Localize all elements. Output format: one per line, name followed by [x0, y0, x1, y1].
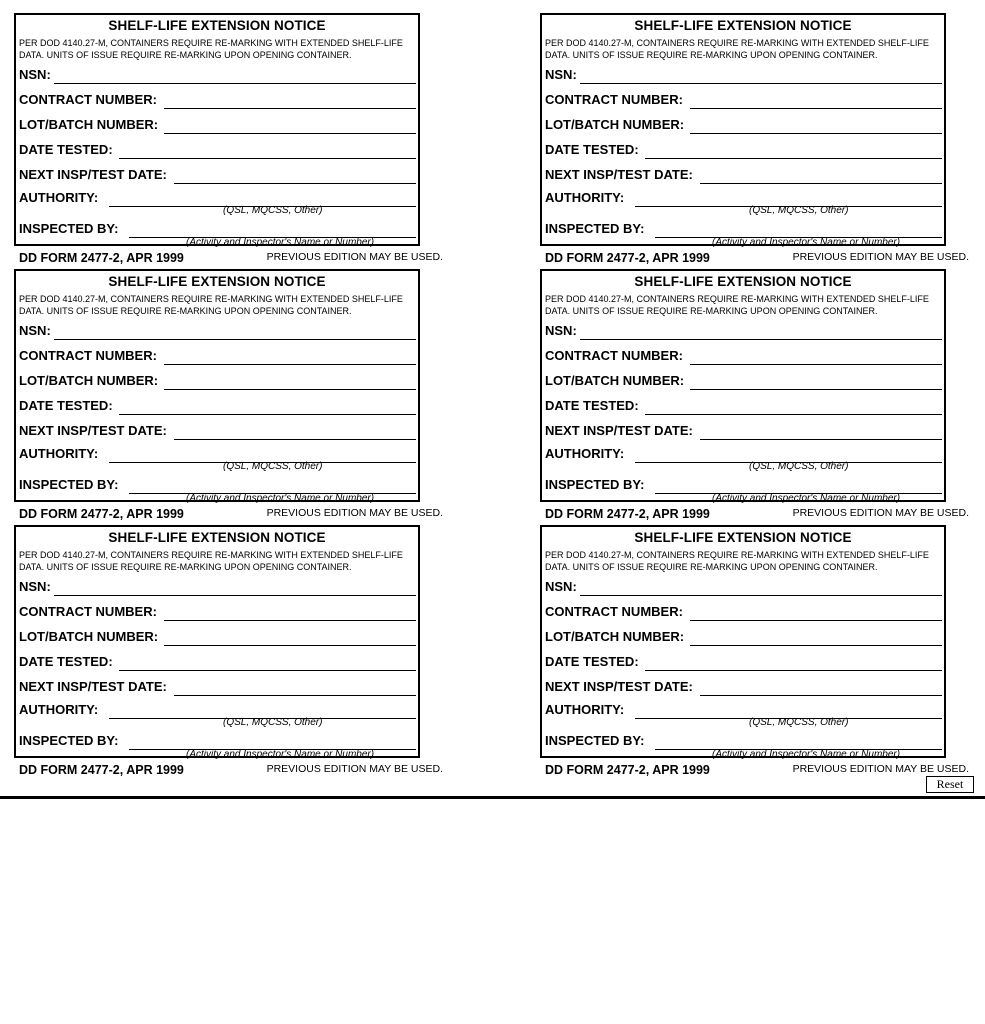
notice-instructions	[19, 550, 414, 573]
next-insp-field[interactable]	[700, 424, 942, 440]
nsn-row	[19, 322, 416, 340]
contract-row	[19, 603, 416, 621]
instruction-line-1: PER DOD 4140.27-M, CONTAINERS REQUIRE RE-MARKING WITH EXTENDED SHELF-LIFE	[19, 294, 403, 304]
contract-label: CONTRACT NUMBER:	[19, 348, 157, 363]
form-footer	[19, 763, 445, 777]
shelf-life-notice-card	[540, 269, 946, 502]
instruction-line-2: DATA. UNITS OF ISSUE REQUIRE RE-MARKING UPON OPENING CONTAINER.	[19, 49, 352, 60]
contract-row	[19, 91, 416, 109]
contract-row	[19, 347, 416, 365]
date-tested-label: DATE TESTED:	[545, 654, 639, 669]
authority-label: AUTHORITY:	[19, 446, 99, 461]
inspected-by-label: INSPECTED BY:	[545, 477, 645, 492]
nsn-row	[545, 578, 942, 596]
nsn-label: NSN:	[19, 67, 51, 82]
nsn-field[interactable]	[54, 324, 416, 340]
nsn-row	[19, 66, 416, 84]
lot-label: LOT/BATCH NUMBER:	[19, 373, 159, 388]
inspected-by-field[interactable]	[129, 478, 416, 494]
inspected-by-label: INSPECTED BY:	[545, 221, 645, 236]
authority-label: AUTHORITY:	[19, 702, 99, 717]
nsn-label: NSN:	[545, 323, 577, 338]
form-id: DD FORM 2477-2, APR 1999	[19, 507, 184, 521]
next-insp-label: NEXT INSP/TEST DATE:	[545, 423, 693, 438]
authority-row	[545, 189, 942, 207]
contract-field[interactable]	[164, 93, 416, 109]
authority-hint: (QSL, MQCSS, Other)	[749, 205, 849, 216]
inspected-by-hint: (Activity and Inspector's Name or Number)	[186, 237, 375, 248]
inspected-by-row	[19, 220, 416, 238]
nsn-label: NSN:	[545, 67, 577, 82]
next-insp-row	[545, 422, 942, 440]
form-id: DD FORM 2477-2, APR 1999	[545, 251, 710, 265]
bottom-rule	[0, 796, 985, 799]
authority-hint: (QSL, MQCSS, Other)	[223, 205, 323, 216]
contract-row	[545, 347, 942, 365]
inspected-by-hint: (Activity and Inspector's Name or Number)	[712, 749, 901, 760]
reset-button[interactable]: Reset	[926, 776, 974, 793]
lot-field[interactable]	[164, 118, 416, 134]
inspected-by-label: INSPECTED BY:	[545, 733, 645, 748]
lot-field[interactable]	[164, 374, 416, 390]
form-footer	[19, 251, 445, 265]
notice-instructions	[545, 550, 940, 573]
next-insp-label: NEXT INSP/TEST DATE:	[19, 167, 167, 182]
next-insp-row	[19, 678, 416, 696]
date-tested-label: DATE TESTED:	[19, 142, 113, 157]
next-insp-row	[545, 678, 942, 696]
nsn-field[interactable]	[54, 68, 416, 84]
authority-hint: (QSL, MQCSS, Other)	[749, 461, 849, 472]
inspected-by-row	[545, 476, 942, 494]
authority-hint: (QSL, MQCSS, Other)	[223, 461, 323, 472]
notice-title: SHELF-LIFE EXTENSION NOTICE	[634, 274, 852, 289]
inspected-by-label: INSPECTED BY:	[19, 221, 119, 236]
contract-row	[545, 603, 942, 621]
date-tested-field[interactable]	[645, 143, 942, 159]
lot-row	[19, 628, 416, 646]
instruction-line-1: PER DOD 4140.27-M, CONTAINERS REQUIRE RE-MARKING WITH EXTENDED SHELF-LIFE	[545, 294, 929, 304]
inspected-by-field[interactable]	[655, 734, 942, 750]
form-footer	[545, 251, 971, 265]
notice-instructions	[19, 294, 414, 317]
nsn-label: NSN:	[19, 323, 51, 338]
inspected-by-label: INSPECTED BY:	[19, 733, 119, 748]
nsn-field[interactable]	[580, 324, 942, 340]
next-insp-field[interactable]	[700, 680, 942, 696]
inspected-by-field[interactable]	[129, 222, 416, 238]
notice-instructions	[545, 294, 940, 317]
inspected-by-field[interactable]	[655, 222, 942, 238]
date-tested-row	[545, 653, 942, 671]
edition-note: PREVIOUS EDITION MAY BE USED.	[266, 507, 443, 519]
lot-label: LOT/BATCH NUMBER:	[545, 629, 685, 644]
date-tested-field[interactable]	[119, 399, 416, 415]
notice-title: SHELF-LIFE EXTENSION NOTICE	[634, 530, 852, 545]
shelf-life-notice-card	[540, 13, 946, 246]
contract-field[interactable]	[690, 605, 942, 621]
instruction-line-1: PER DOD 4140.27-M, CONTAINERS REQUIRE RE-MARKING WITH EXTENDED SHELF-LIFE	[19, 550, 403, 560]
date-tested-row	[19, 397, 416, 415]
lot-row	[19, 372, 416, 390]
authority-row	[545, 445, 942, 463]
form-id: DD FORM 2477-2, APR 1999	[19, 763, 184, 777]
date-tested-label: DATE TESTED:	[19, 398, 113, 413]
date-tested-field[interactable]	[119, 655, 416, 671]
lot-field[interactable]	[690, 374, 942, 390]
inspected-by-row	[545, 732, 942, 750]
lot-row	[19, 116, 416, 134]
inspected-by-field[interactable]	[129, 734, 416, 750]
instruction-line-2: DATA. UNITS OF ISSUE REQUIRE RE-MARKING UPON OPENING CONTAINER.	[545, 49, 878, 60]
contract-label: CONTRACT NUMBER:	[545, 348, 683, 363]
authority-label: AUTHORITY:	[545, 446, 625, 461]
next-insp-row	[545, 166, 942, 184]
notice-title: SHELF-LIFE EXTENSION NOTICE	[634, 18, 852, 33]
inspected-by-hint: (Activity and Inspector's Name or Number)	[186, 493, 375, 504]
next-insp-label: NEXT INSP/TEST DATE:	[545, 167, 693, 182]
next-insp-label: NEXT INSP/TEST DATE:	[19, 423, 167, 438]
nsn-row	[545, 322, 942, 340]
date-tested-field[interactable]	[645, 655, 942, 671]
instruction-line-1: PER DOD 4140.27-M, CONTAINERS REQUIRE RE-MARKING WITH EXTENDED SHELF-LIFE	[545, 38, 929, 48]
date-tested-field[interactable]	[119, 143, 416, 159]
lot-label: LOT/BATCH NUMBER:	[19, 629, 159, 644]
instruction-line-2: DATA. UNITS OF ISSUE REQUIRE RE-MARKING UPON OPENING CONTAINER.	[19, 305, 352, 316]
inspected-by-row	[19, 732, 416, 750]
instruction-line-2: DATA. UNITS OF ISSUE REQUIRE RE-MARKING UPON OPENING CONTAINER.	[545, 561, 878, 572]
nsn-row	[545, 66, 942, 84]
form-id: DD FORM 2477-2, APR 1999	[545, 507, 710, 521]
authority-row	[545, 701, 942, 719]
inspected-by-row	[19, 476, 416, 494]
next-insp-field[interactable]	[700, 168, 942, 184]
edition-note: PREVIOUS EDITION MAY BE USED.	[792, 763, 969, 775]
lot-row	[545, 372, 942, 390]
authority-row	[19, 701, 416, 719]
edition-note: PREVIOUS EDITION MAY BE USED.	[266, 763, 443, 775]
inspected-by-label: INSPECTED BY:	[19, 477, 119, 492]
next-insp-field[interactable]	[174, 168, 416, 184]
date-tested-row	[545, 141, 942, 159]
notice-title: SHELF-LIFE EXTENSION NOTICE	[108, 18, 326, 33]
shelf-life-notice-card	[540, 525, 946, 758]
contract-label: CONTRACT NUMBER:	[19, 92, 157, 107]
lot-label: LOT/BATCH NUMBER:	[545, 117, 685, 132]
instruction-line-2: DATA. UNITS OF ISSUE REQUIRE RE-MARKING UPON OPENING CONTAINER.	[545, 305, 878, 316]
next-insp-field[interactable]	[174, 424, 416, 440]
inspected-by-hint: (Activity and Inspector's Name or Number)	[712, 237, 901, 248]
next-insp-row	[19, 166, 416, 184]
date-tested-field[interactable]	[645, 399, 942, 415]
notice-title: SHELF-LIFE EXTENSION NOTICE	[108, 530, 326, 545]
date-tested-row	[19, 653, 416, 671]
lot-field[interactable]	[164, 630, 416, 646]
next-insp-label: NEXT INSP/TEST DATE:	[545, 679, 693, 694]
shelf-life-notice-card	[14, 525, 420, 758]
inspected-by-hint: (Activity and Inspector's Name or Number)	[712, 493, 901, 504]
date-tested-label: DATE TESTED:	[545, 142, 639, 157]
date-tested-row	[545, 397, 942, 415]
shelf-life-notice-card	[14, 269, 420, 502]
next-insp-label: NEXT INSP/TEST DATE:	[19, 679, 167, 694]
contract-field[interactable]	[690, 93, 942, 109]
authority-label: AUTHORITY:	[545, 190, 625, 205]
contract-field[interactable]	[164, 605, 416, 621]
nsn-field[interactable]	[580, 68, 942, 84]
instruction-line-2: DATA. UNITS OF ISSUE REQUIRE RE-MARKING UPON OPENING CONTAINER.	[19, 561, 352, 572]
form-footer	[545, 507, 971, 521]
edition-note: PREVIOUS EDITION MAY BE USED.	[792, 507, 969, 519]
inspected-by-field[interactable]	[655, 478, 942, 494]
date-tested-label: DATE TESTED:	[545, 398, 639, 413]
contract-row	[545, 91, 942, 109]
form-id: DD FORM 2477-2, APR 1999	[19, 251, 184, 265]
form-footer	[545, 763, 971, 777]
form-footer	[19, 507, 445, 521]
next-insp-field[interactable]	[174, 680, 416, 696]
edition-note: PREVIOUS EDITION MAY BE USED.	[266, 251, 443, 263]
lot-field[interactable]	[690, 118, 942, 134]
authority-row	[19, 189, 416, 207]
nsn-label: NSN:	[19, 579, 51, 594]
lot-label: LOT/BATCH NUMBER:	[545, 373, 685, 388]
authority-hint: (QSL, MQCSS, Other)	[223, 717, 323, 728]
lot-label: LOT/BATCH NUMBER:	[19, 117, 159, 132]
form-id: DD FORM 2477-2, APR 1999	[545, 763, 710, 777]
shelf-life-notice-card	[14, 13, 420, 246]
nsn-label: NSN:	[545, 579, 577, 594]
authority-label: AUTHORITY:	[19, 190, 99, 205]
edition-note: PREVIOUS EDITION MAY BE USED.	[792, 251, 969, 263]
nsn-field[interactable]	[580, 580, 942, 596]
lot-row	[545, 116, 942, 134]
next-insp-row	[19, 422, 416, 440]
nsn-row	[19, 578, 416, 596]
inspected-by-hint: (Activity and Inspector's Name or Number)	[186, 749, 375, 760]
lot-row	[545, 628, 942, 646]
contract-label: CONTRACT NUMBER:	[19, 604, 157, 619]
notice-instructions	[545, 38, 940, 61]
instruction-line-1: PER DOD 4140.27-M, CONTAINERS REQUIRE RE-MARKING WITH EXTENDED SHELF-LIFE	[545, 550, 929, 560]
contract-field[interactable]	[164, 349, 416, 365]
authority-row	[19, 445, 416, 463]
notice-title: SHELF-LIFE EXTENSION NOTICE	[108, 274, 326, 289]
contract-label: CONTRACT NUMBER:	[545, 92, 683, 107]
lot-field[interactable]	[690, 630, 942, 646]
contract-field[interactable]	[690, 349, 942, 365]
inspected-by-row	[545, 220, 942, 238]
nsn-field[interactable]	[54, 580, 416, 596]
notice-instructions	[19, 38, 414, 61]
date-tested-row	[19, 141, 416, 159]
authority-label: AUTHORITY:	[545, 702, 625, 717]
contract-label: CONTRACT NUMBER:	[545, 604, 683, 619]
date-tested-label: DATE TESTED:	[19, 654, 113, 669]
instruction-line-1: PER DOD 4140.27-M, CONTAINERS REQUIRE RE-MARKING WITH EXTENDED SHELF-LIFE	[19, 38, 403, 48]
authority-hint: (QSL, MQCSS, Other)	[749, 717, 849, 728]
